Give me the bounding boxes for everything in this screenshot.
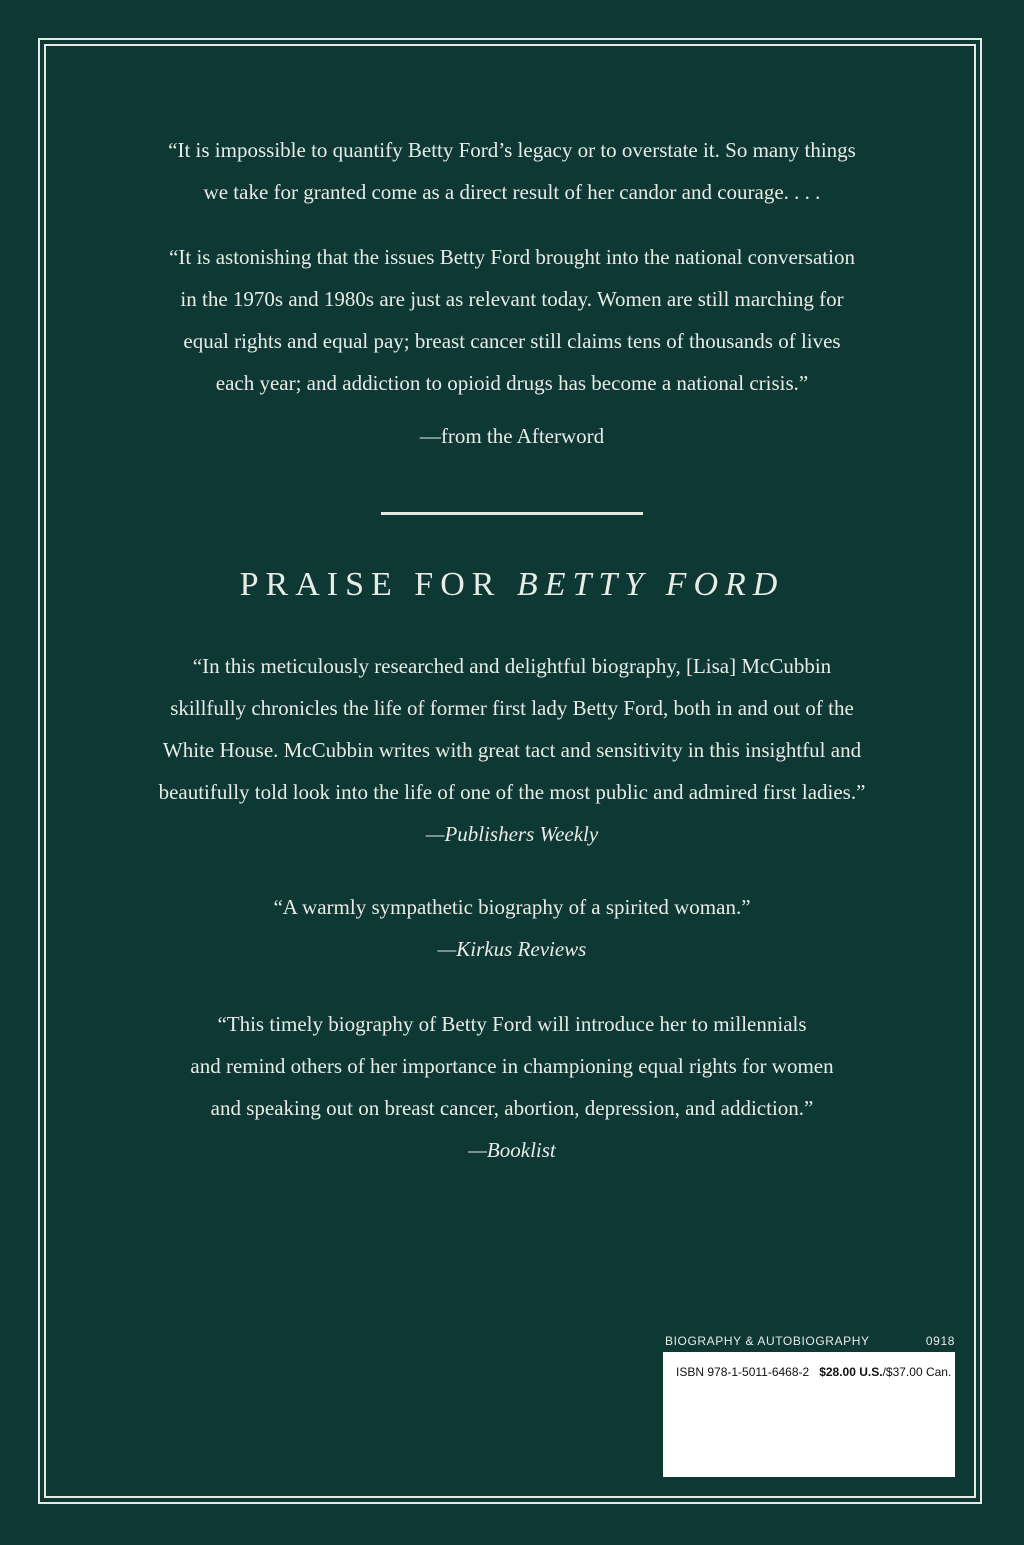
quote-line: White House. McCubbin writes with great tact and sensitivity in this insightful and [162, 738, 862, 762]
quote-line: beautifully told look into the life of one of the most public and admired first ladies.” [158, 780, 866, 804]
text-line: in the 1970s and 1980s are just as relevant today. Women are still marching for [180, 287, 844, 311]
barcode-box [663, 1352, 955, 1477]
praise-heading [100, 566, 924, 604]
quote-line: skillfully chronicles the life of former first lady Betty Ford, both in and out of the [170, 696, 854, 720]
quote-source: —Publishers Weekly [425, 822, 599, 846]
afterword-paragraph-2 [100, 236, 924, 404]
quote-line: and speaking out on breast cancer, abortion, depression, and addiction.” [210, 1096, 814, 1120]
quote-line: “In this meticulously researched and delightful biography, [Lisa] McCubbin [192, 654, 832, 678]
text-line: “It is impossible to quantify Betty Ford’s legacy or to overstate it. So many things [168, 138, 856, 162]
quote-line: “This timely biography of Betty Ford will introduce her to millennials [217, 1012, 807, 1036]
text-line: we take for granted come as a direct result of her candor and courage. . . . [203, 180, 821, 204]
praise-quote-booklist [100, 1003, 924, 1171]
quote-line: and remind others of her importance in championing equal rights for women [190, 1054, 834, 1078]
afterword-attribution-block [100, 415, 924, 457]
quote-source: —Booklist [468, 1138, 556, 1162]
category-label: BIOGRAPHY & AUTOBIOGRAPHY [665, 1334, 870, 1348]
category-label-row [665, 1334, 955, 1350]
text-line: each year; and addiction to opioid drugs has become a national crisis.” [215, 371, 809, 395]
praise-heading-plain: PRAISE FOR [239, 566, 502, 603]
divider-rule [381, 512, 643, 515]
quote-line: “A warmly sympathetic biography of a spirited woman.” [273, 895, 751, 919]
text-line: equal rights and equal pay; breast cancer still claims tens of thousands of lives [183, 329, 841, 353]
praise-heading-title: BETTY FORD [516, 566, 785, 603]
praise-quote-kirkus [100, 886, 924, 970]
afterword-paragraph-1 [100, 129, 924, 213]
praise-quote-publishers-weekly [100, 645, 924, 855]
isbn-number: ISBN 978-1-5011-6468-2 [676, 1365, 810, 1379]
isbn-price-line [676, 1365, 951, 1379]
price-us: $28.00 U.S. [819, 1365, 883, 1379]
afterword-attribution: —from the Afterword [419, 424, 605, 448]
price-can: /$37.00 Can. [882, 1365, 952, 1379]
category-code: 0918 [925, 1334, 955, 1348]
text-line: “It is astonishing that the issues Betty Ford brought into the national conversation [169, 245, 855, 269]
quote-source: —Kirkus Reviews [437, 937, 587, 961]
